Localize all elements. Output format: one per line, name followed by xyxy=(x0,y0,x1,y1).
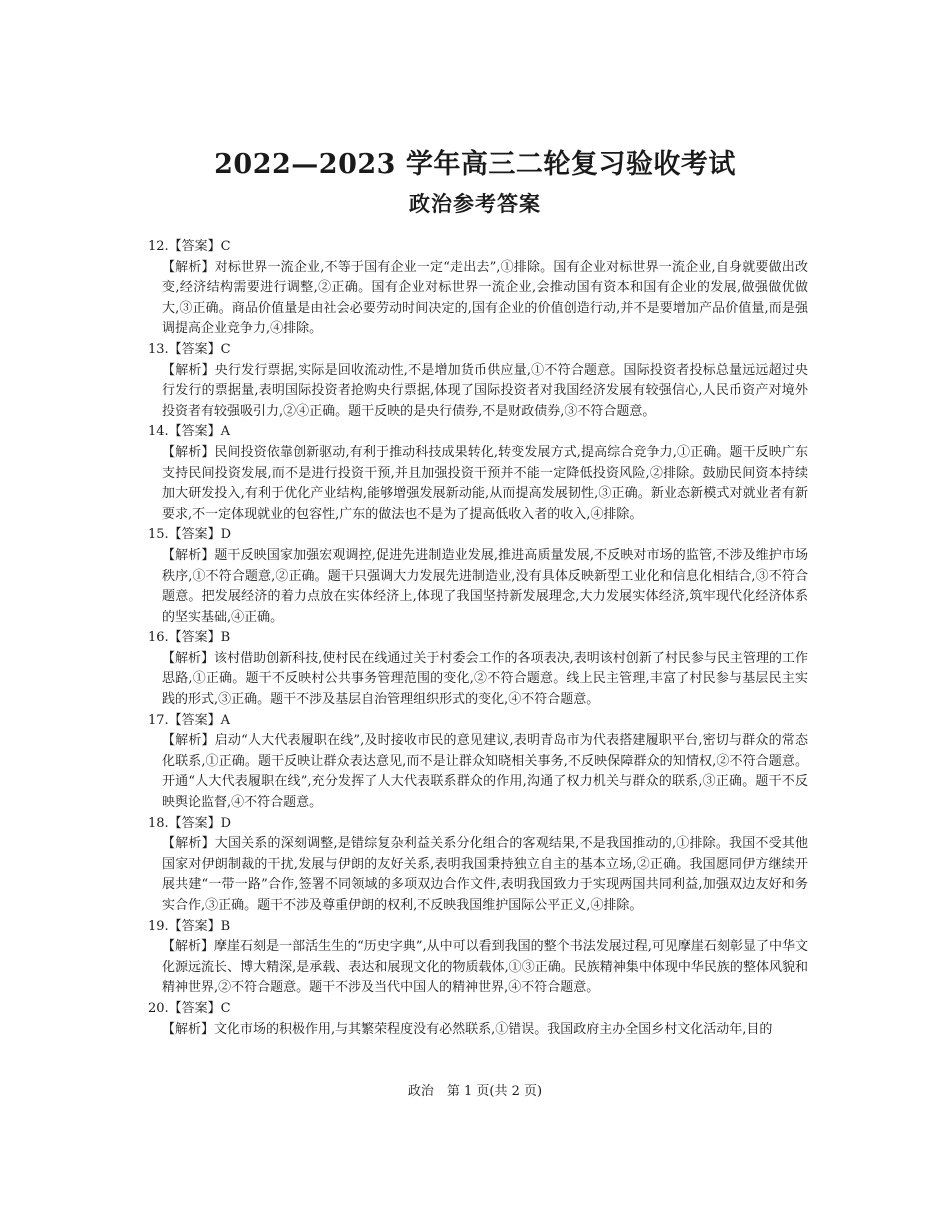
answer-label: 12.【答案】C xyxy=(148,239,231,254)
analysis-text: 【解析】文化市场的积极作用,与其繁荣程度没有必然联系,①错误。我国政府主办全国乡村文化活动年,目的 xyxy=(162,1021,773,1037)
answer-label: 17.【答案】A xyxy=(148,712,231,728)
answer-list xyxy=(148,237,808,1040)
answer-label: 16.【答案】B xyxy=(148,630,231,646)
answer-item-18 xyxy=(148,814,808,917)
answer-item-13 xyxy=(148,340,808,422)
answer-item-15 xyxy=(148,525,808,628)
page-footer: 政治 第 1 页(共 2 页) xyxy=(407,1084,543,1099)
answer-item-20 xyxy=(148,999,808,1040)
page-title: 2022—2023 学年高三二轮复习验收考试 xyxy=(214,149,736,180)
answer-item-14 xyxy=(148,422,808,525)
analysis-text: 【解析】央行发行票据,实际是回收流动性,不是增加货币供应量,①不符合题意。国际投资者投标总量远远超过央行发行的票据量,表明国际投资者抢购央行票据,体现了国际投资者对我国经济发展有较强信心,人民币资产对境外投资者有较强吸引力,②④正确。题干反映的是央行债券,不是财政债券,③不符合题意。 xyxy=(162,362,808,419)
answer-label: 15.【答案】D xyxy=(148,527,232,543)
analysis-text: 【解析】启动“人大代表履职在线”,及时接收市民的意见建议,表明青岛市为代表搭建履职平台,密切与群众的常态化联系,①正确。题干反映让群众表达意见,而不是让群众知晓相关事务,不反映保障群众的知情权,②不符合题意。开通“人大代表履职在线”,充分发挥了人大代表联系群众的作用,沟通了权力机关与群众的联系,③正确。题干不反映舆论监督,④不符合题意。 xyxy=(162,733,808,811)
answer-label: 18.【答案】D xyxy=(148,815,232,831)
answer-label: 19.【答案】B xyxy=(148,918,231,934)
page-subtitle: 政治参考答案 xyxy=(409,191,541,216)
answer-label: 20.【答案】C xyxy=(148,1000,231,1016)
analysis-text: 【解析】摩崖石刻是一部活生生的“历史字典”,从中可以看到我国的整个书法发展过程,可见摩崖石刻彰显了中华文化源远流长、博大精深,是承载、表达和展现文化的物质载体,①③正确。民族精神集中体现中华民族的整体风貌和精神世界,②不符合题意。题干不涉及当代中国人的精神世界,④不符合题意。 xyxy=(162,939,808,996)
answer-label: 14.【答案】A xyxy=(148,424,231,440)
analysis-text: 【解析】民间投资依靠创新驱动,有利于推动科技成果转化,转变发展方式,提高综合竞争力,①正确。题干反映广东支持民间投资发展,而不是进行投资干预,并且加强投资干预并不能一定降低投资风险,②排除。鼓励民间资本持续加大研发投入,有利于优化产业结构,能够增强发展新动能,从而提高发展韧性,③正确。新业态新模式对就业者有新要求,不一定体现就业的包容性,广东的做法也不是为了提高低收入者的收入,④排除。 xyxy=(162,444,808,522)
answer-item-16 xyxy=(148,628,808,710)
analysis-text: 【解析】大国关系的深刻调整,是错综复杂利益关系分化组合的客观结果,不是我国推动的,①排除。我国不受其他国家对伊朗制裁的干扰,发展与伊朗的友好关系,表明我国秉持独立自主的基本立场,②正确。我国愿同伊方继续开展共建“一带一路”合作,签署不同领域的多项双边合作文件,表明我国致力于实现两国共同利益,加强双边友好和务实合作,③正确。题干不涉及尊重伊朗的权利,不反映我国维护国际公平正义,④排除。 xyxy=(162,836,808,913)
analysis-text: 【解析】该村借助创新科技,使村民在线通过关于村委会工作的各项表决,表明该村创新了村民参与民主管理的工作思路,①正确。题干不反映村公共事务管理范围的变化,②不符合题意。线上民主管理,丰富了村民参与基层民主实践的形式,③正确。题干不涉及基层自治管理组织形式的变化,④不符合题意。 xyxy=(162,650,808,708)
analysis-text: 【解析】对标世界一流企业,不等于国有企业一定“走出去”,①排除。国有企业对标世界一流企业,自身就要做出改变,经济结构需要进行调整,②正确。国有企业对标世界一流企业,会推动国有资本和国有企业的发展,做强做优做大,③正确。商品价值量是由社会必要劳动时间决定的,国有企业的价值创造行动,并不是要增加产品价值量,而是强调提高企业竞争力,④排除。 xyxy=(162,259,808,337)
answer-item-19 xyxy=(148,917,808,999)
analysis-text: 【解析】题干反映国家加强宏观调控,促进先进制造业发展,推进高质量发展,不反映对市场的监管,不涉及维护市场秩序,①不符合题意,②正确。题干只强调大力发展先进制造业,没有具体反映新型工业化和信息化相结合,③不符合题意。把发展经济的着力点放在实体经济上,体现了我国坚持新发展理念,大力发展实体经济,筑牢现代化经济体系的坚实基础,④正确。 xyxy=(162,547,808,625)
answer-label: 13.【答案】C xyxy=(148,341,231,357)
answer-item-17 xyxy=(148,711,808,814)
answer-item-12 xyxy=(148,237,808,340)
